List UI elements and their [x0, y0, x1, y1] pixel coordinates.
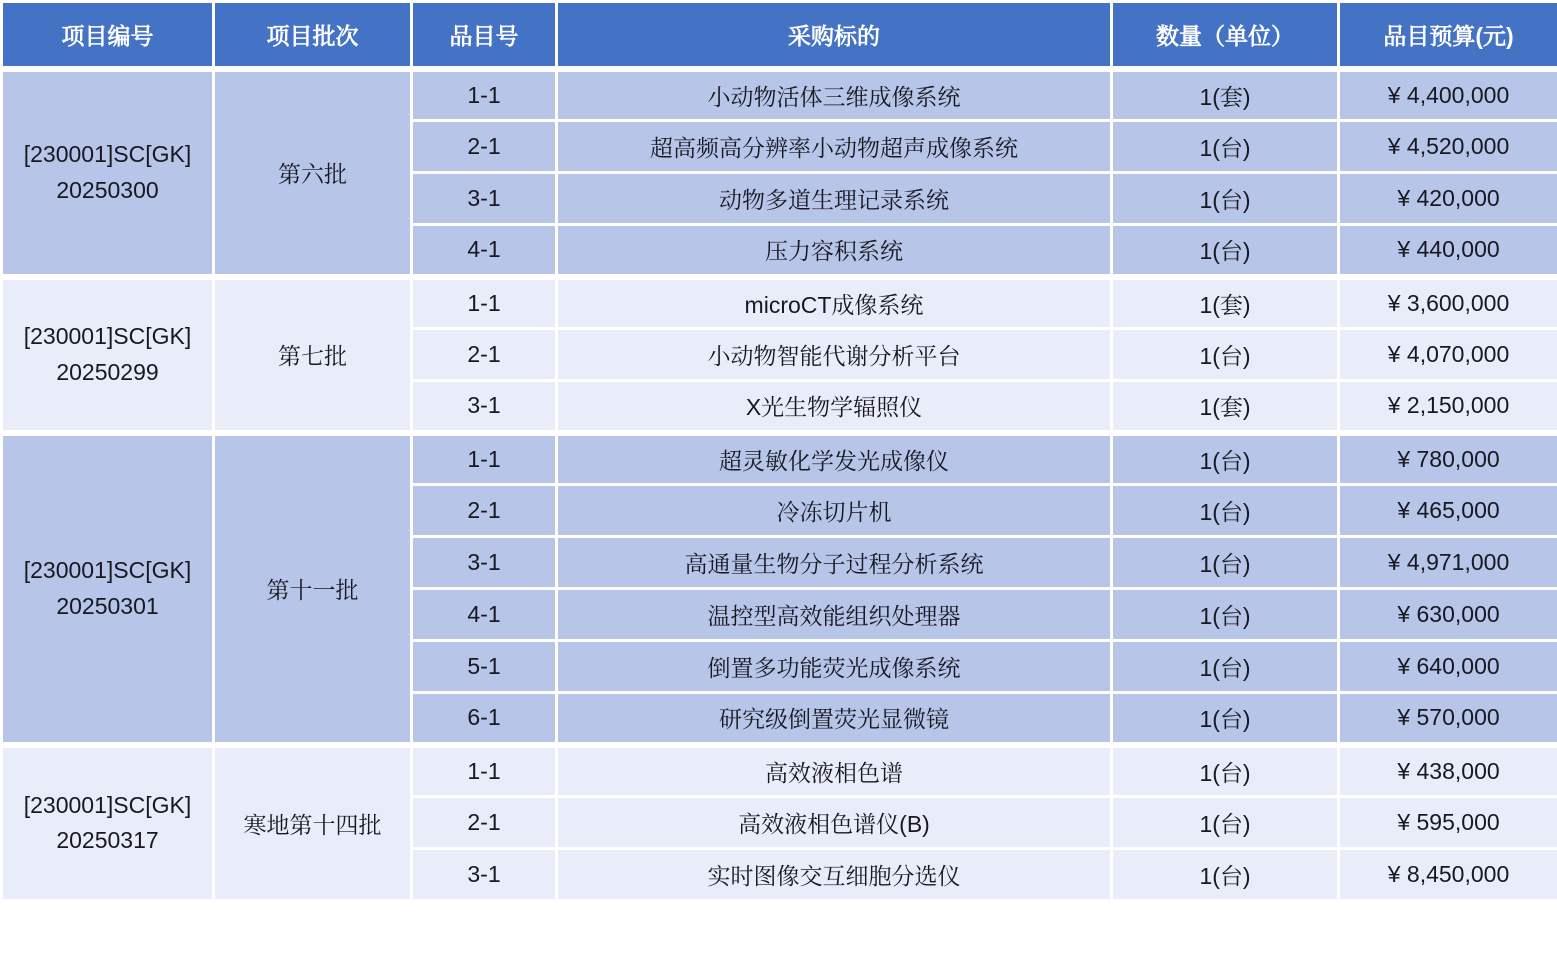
item-no-cell: 2-1	[412, 329, 557, 381]
budget-cell: ¥ 440,000	[1339, 225, 1557, 277]
project-id-cell	[2, 745, 214, 901]
table-header	[2, 2, 1557, 69]
budget-cell: ¥ 570,000	[1339, 693, 1557, 745]
project-id-line2: 20250300	[56, 176, 159, 203]
item-no-cell: 2-1	[412, 485, 557, 537]
item-no-cell: 3-1	[412, 537, 557, 589]
header-row	[2, 2, 1557, 69]
project-id-line1: [230001]SC[GK]	[23, 791, 192, 818]
project-id-line2: 20250299	[56, 358, 159, 385]
budget-cell: ¥ 438,000	[1339, 745, 1557, 797]
target-cell: 小动物活体三维成像系统	[557, 69, 1112, 121]
project-id-line1: [230001]SC[GK]	[23, 556, 192, 583]
table-row	[2, 745, 1557, 797]
qty-cell: 1(台)	[1112, 485, 1339, 537]
target-cell: 压力容积系统	[557, 225, 1112, 277]
qty-cell: 1(台)	[1112, 745, 1339, 797]
item-no-cell: 6-1	[412, 693, 557, 745]
budget-cell: ¥ 3,600,000	[1339, 277, 1557, 329]
budget-cell: ¥ 465,000	[1339, 485, 1557, 537]
project-id-cell	[2, 277, 214, 433]
project-id-cell	[2, 69, 214, 277]
batch-cell: 第七批	[214, 277, 412, 433]
item-no-cell: 1-1	[412, 69, 557, 121]
qty-cell: 1(台)	[1112, 693, 1339, 745]
qty-cell: 1(套)	[1112, 381, 1339, 433]
item-no-cell: 3-1	[412, 381, 557, 433]
budget-cell: ¥ 4,400,000	[1339, 69, 1557, 121]
target-cell: 超高频高分辨率小动物超声成像系统	[557, 121, 1112, 173]
project-id-cell	[2, 433, 214, 745]
table-row	[2, 433, 1557, 485]
target-cell: 高效液相色谱	[557, 745, 1112, 797]
budget-cell: ¥ 780,000	[1339, 433, 1557, 485]
target-cell: 实时图像交互细胞分选仪	[557, 849, 1112, 901]
item-no-cell: 4-1	[412, 225, 557, 277]
target-cell: 研究级倒置荧光显微镜	[557, 693, 1112, 745]
budget-cell: ¥ 2,150,000	[1339, 381, 1557, 433]
qty-cell: 1(套)	[1112, 69, 1339, 121]
target-cell: 高通量生物分子过程分析系统	[557, 537, 1112, 589]
project-id-line2: 20250301	[56, 592, 159, 619]
item-no-cell: 1-1	[412, 433, 557, 485]
item-no-cell: 2-1	[412, 797, 557, 849]
item-no-cell: 1-1	[412, 277, 557, 329]
item-no-cell: 5-1	[412, 641, 557, 693]
target-cell: 倒置多功能荧光成像系统	[557, 641, 1112, 693]
target-cell: 冷冻切片机	[557, 485, 1112, 537]
budget-cell: ¥ 595,000	[1339, 797, 1557, 849]
target-cell: microCT成像系统	[557, 277, 1112, 329]
qty-cell: 1(台)	[1112, 589, 1339, 641]
qty-cell: 1(台)	[1112, 173, 1339, 225]
qty-cell: 1(台)	[1112, 797, 1339, 849]
target-cell: 温控型高效能组织处理器	[557, 589, 1112, 641]
col-header-project-id: 项目编号	[2, 2, 214, 69]
item-no-cell: 3-1	[412, 849, 557, 901]
batch-cell: 寒地第十四批	[214, 745, 412, 901]
target-cell: X光生物学辐照仪	[557, 381, 1112, 433]
budget-cell: ¥ 4,520,000	[1339, 121, 1557, 173]
target-cell: 动物多道生理记录系统	[557, 173, 1112, 225]
budget-cell: ¥ 4,070,000	[1339, 329, 1557, 381]
budget-cell: ¥ 420,000	[1339, 173, 1557, 225]
target-cell: 高效液相色谱仪(B)	[557, 797, 1112, 849]
table-body	[2, 69, 1557, 901]
table-row	[2, 69, 1557, 121]
qty-cell: 1(台)	[1112, 121, 1339, 173]
project-id-line2: 20250317	[56, 827, 159, 854]
budget-cell: ¥ 640,000	[1339, 641, 1557, 693]
qty-cell: 1(台)	[1112, 641, 1339, 693]
budget-cell: ¥ 8,450,000	[1339, 849, 1557, 901]
item-no-cell: 1-1	[412, 745, 557, 797]
project-id-line1: [230001]SC[GK]	[23, 140, 192, 167]
col-header-target: 采购标的	[557, 2, 1112, 69]
item-no-cell: 2-1	[412, 121, 557, 173]
target-cell: 小动物智能代谢分析平台	[557, 329, 1112, 381]
qty-cell: 1(套)	[1112, 277, 1339, 329]
budget-cell: ¥ 4,971,000	[1339, 537, 1557, 589]
budget-cell: ¥ 630,000	[1339, 589, 1557, 641]
col-header-batch: 项目批次	[214, 2, 412, 69]
col-header-budget: 品目预算(元)	[1339, 2, 1557, 69]
target-cell: 超灵敏化学发光成像仪	[557, 433, 1112, 485]
project-id-line1: [230001]SC[GK]	[23, 322, 192, 349]
batch-cell: 第十一批	[214, 433, 412, 745]
table-row	[2, 277, 1557, 329]
qty-cell: 1(台)	[1112, 537, 1339, 589]
batch-cell: 第六批	[214, 69, 412, 277]
qty-cell: 1(台)	[1112, 225, 1339, 277]
col-header-item-no: 品目号	[412, 2, 557, 69]
qty-cell: 1(台)	[1112, 849, 1339, 901]
qty-cell: 1(台)	[1112, 433, 1339, 485]
col-header-quantity: 数量（单位）	[1112, 2, 1339, 69]
item-no-cell: 4-1	[412, 589, 557, 641]
qty-cell: 1(台)	[1112, 329, 1339, 381]
item-no-cell: 3-1	[412, 173, 557, 225]
